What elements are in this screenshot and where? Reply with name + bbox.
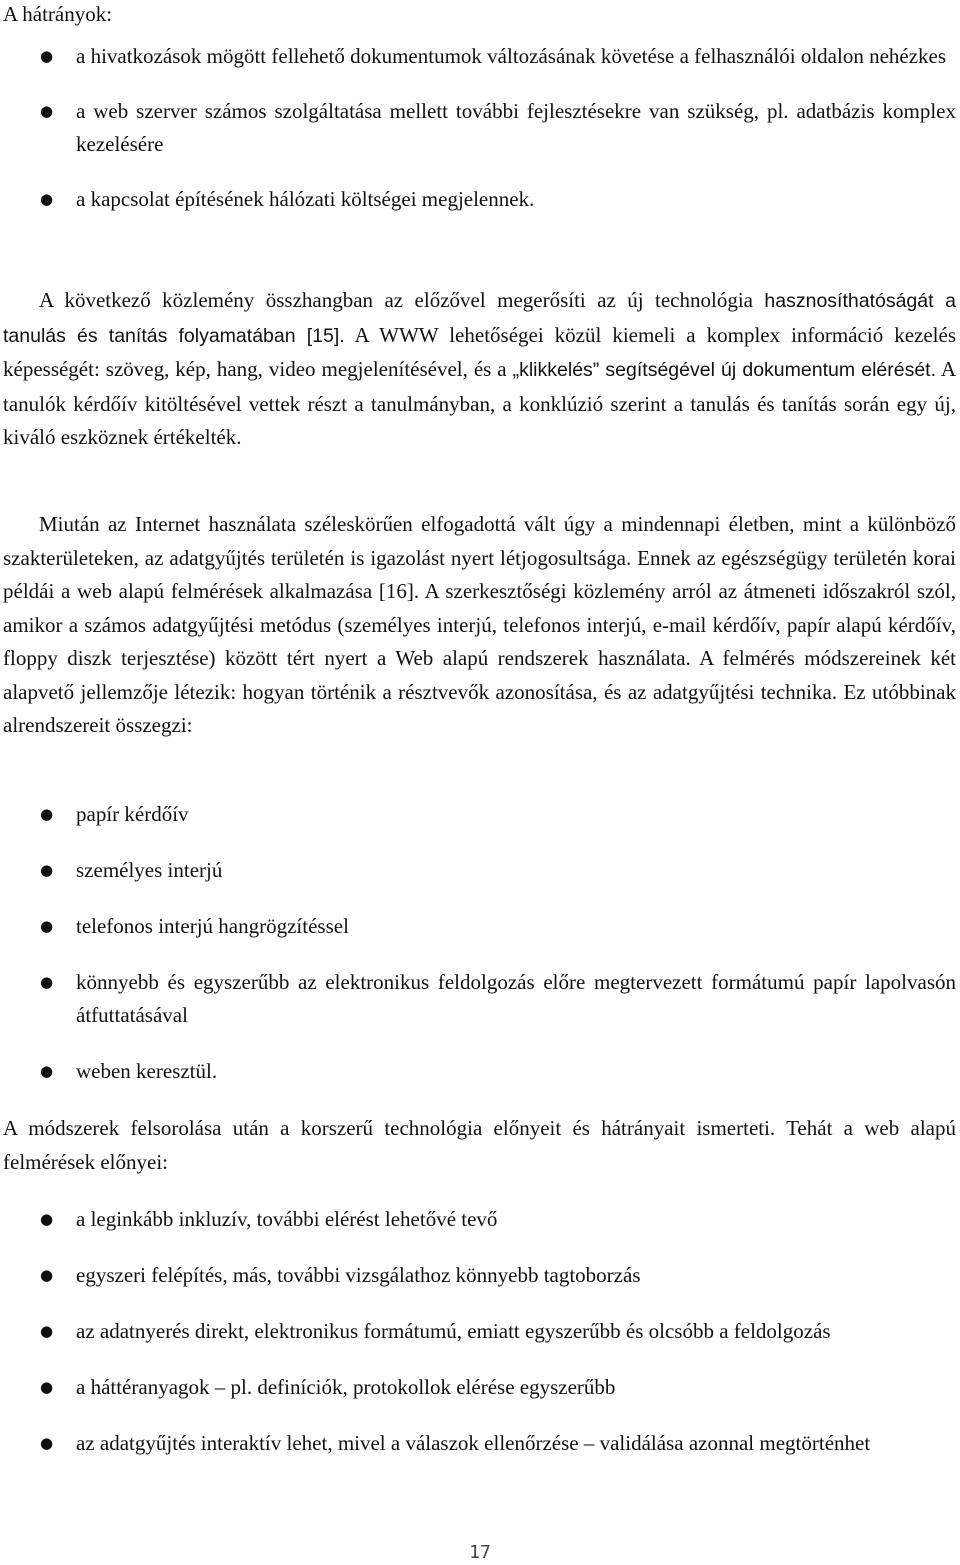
bullet-icon: ● bbox=[40, 1322, 54, 1340]
list-item-text: a háttéranyagok – pl. definíciók, protokollok elérése egyszerűbb bbox=[76, 1375, 616, 1399]
list-item-text: a leginkább inkluzív, további elérést lehetővé tevő bbox=[76, 1207, 498, 1231]
bullet-icon: ● bbox=[40, 47, 54, 65]
list-item-text: a kapcsolat építésének hálózati költségei megjelennek. bbox=[76, 187, 535, 211]
bullet-icon: ● bbox=[40, 861, 54, 879]
list-item bbox=[0, 95, 960, 161]
list-item bbox=[0, 1371, 960, 1404]
list-item bbox=[0, 40, 960, 73]
page-number: 17 bbox=[469, 1542, 491, 1563]
section-heading: A hátrányok: bbox=[3, 2, 113, 26]
bullet-icon: ● bbox=[40, 1434, 54, 1452]
list-item bbox=[0, 1427, 960, 1460]
subsystems-list bbox=[0, 798, 960, 1088]
bullet-icon: ● bbox=[40, 1210, 54, 1228]
advantages-list bbox=[0, 1203, 960, 1460]
paragraph-text: hasznosíthatóságát a tanulás és tanítás folyamatában [15]. bbox=[3, 290, 956, 347]
list-item-text: weben keresztül. bbox=[76, 1059, 218, 1083]
list-item bbox=[0, 1259, 960, 1292]
bullet-icon: ● bbox=[40, 102, 54, 120]
bullet-icon: ● bbox=[40, 917, 54, 935]
paragraph-text: A tanulók kérdőív kitöltésével vettek részt a tanulmányban, a konklúzió szerint a tanulás és tanítás során egy új, kiváló eszköznek értékelték. bbox=[3, 357, 957, 449]
paragraph-text: A WWW lehetőségei közül kiemeli a komplex információ kezelés képességét: szöveg, kép, hang, video megjelenítésével, és a bbox=[3, 322, 957, 381]
bullet-icon: ● bbox=[40, 190, 54, 208]
list-item bbox=[0, 1315, 960, 1348]
list-item-text: az adatnyerés direkt, elektronikus formátumú, emiatt egyszerűbb és olcsóbb a feldolgozás bbox=[76, 1319, 831, 1343]
list-item-text: papír kérdőív bbox=[76, 802, 189, 826]
list-item bbox=[0, 798, 960, 831]
paragraph bbox=[3, 284, 956, 455]
paragraph-text: A következő közlemény összhangban az előzővel megerősíti az új technológia bbox=[39, 288, 765, 312]
list-item-text: egyszeri felépítés, más, további vizsgálathoz könnyebb tagtoborzás bbox=[76, 1263, 641, 1287]
list-item-text: a hivatkozások mögött fellehető dokumentumok változásának követése a felhasználói oldalon nehézkes bbox=[76, 44, 947, 68]
bullet-icon: ● bbox=[40, 1062, 54, 1080]
list-item-text: telefonos interjú hangrögzítéssel bbox=[76, 914, 349, 938]
bullet-icon: ● bbox=[40, 973, 54, 991]
bullet-icon: ● bbox=[40, 805, 54, 823]
list-item bbox=[0, 854, 960, 887]
list-item-text: az adatgyűjtés interaktív lehet, mivel a válaszok ellenőrzése – validálása azonnal megtörténhet bbox=[76, 1431, 871, 1455]
list-item bbox=[0, 910, 960, 943]
list-item-text: a web szerver számos szolgáltatása mellett további fejlesztésekre van szükség, pl. adatbázis komplex kezelésére bbox=[76, 99, 956, 156]
paragraph-text: „klikkelés” segítségével új dokumentum elérését. bbox=[512, 359, 937, 381]
list-item-text: személyes interjú bbox=[76, 858, 223, 882]
list-item bbox=[0, 1203, 960, 1236]
list-item bbox=[0, 966, 960, 1032]
disadvantages-list bbox=[0, 40, 960, 216]
list-item bbox=[0, 1055, 960, 1088]
list-item bbox=[0, 183, 960, 216]
paragraph: A módszerek felsorolása után a korszerű technológia előnyeit és hátrányait ismerteti. Tehát a web alapú felmérések előnyei: bbox=[3, 1116, 956, 1174]
bullet-icon: ● bbox=[40, 1266, 54, 1284]
bullet-icon: ● bbox=[40, 1378, 54, 1396]
list-item-text: könnyebb és egyszerűbb az elektronikus feldolgozás előre megtervezett formátumú papír lapolvasón átfuttatásával bbox=[76, 970, 956, 1027]
paragraph: Miután az Internet használata széleskörűen elfogadottá vált úgy a mindennapi életben, mint a különböző szakterületeken, az adatgyűjtés területén is igazolást nyert létjogosultsága. Ennek az egészségügy területén korai példái a web alapú felmérések alkalmazása [16]. A szerkesztőségi közlemény arról az átmeneti időszakról szól, amikor a számos adatgyűjtési metódus (személyes interjú, telefonos interjú, e-mail kérdőív, papír alapú kérdőív, floppy diszk terjesztése) között tért nyert a Web alapú rendszerek használata. A felmérés módszereinek két alapvető jellemzője létezik: hogyan történik a résztvevők azonosítása, és az adatgyűjtési technika. Ez utóbbinak alrendszereit összegzi: bbox=[3, 512, 956, 737]
